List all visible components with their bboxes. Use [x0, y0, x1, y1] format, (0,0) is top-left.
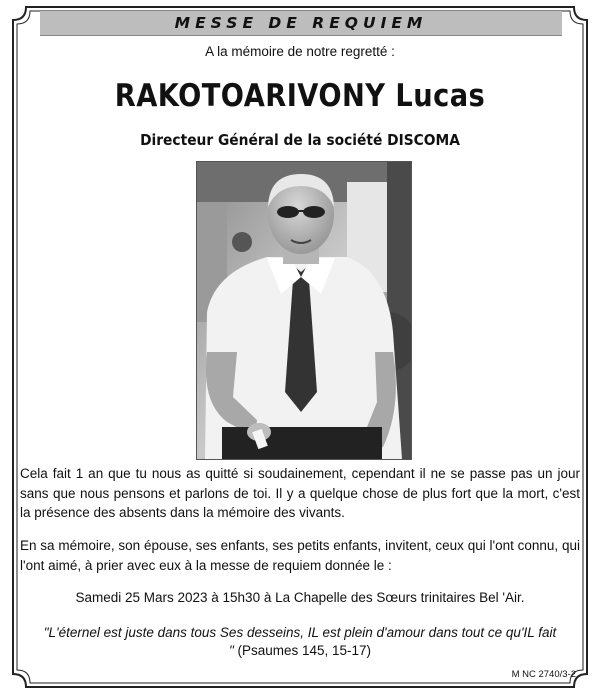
deceased-title: Directeur Général de la société DISCOMA [140, 131, 460, 149]
banner-title: MESSE DE REQUIEM [40, 10, 562, 36]
portrait-photo [196, 161, 412, 460]
intro-text: A la mémoire de notre regretté : [205, 44, 395, 59]
quote-reference: (Psaumes 145, 15-17) [233, 643, 372, 658]
scripture-quote [40, 624, 560, 660]
invitation-paragraph: En sa mémoire, son épouse, ses enfants, ses petits enfants, invitent, ceux qui l'ont connu, qui l'ont aimé, à prier avec eux à la messe de requiem donnée le : [20, 538, 580, 573]
tribute-paragraph: Cela fait 1 an que tu nous as quitté si soudainement, cependant il ne se passe pas un jour sans que nous pensons et parlons de toi. Il y a quelque chose de plus fort que la mort, c'est la présence des absents dans la mémoire des vivants. [20, 466, 580, 520]
mass-date-line: Samedi 25 Mars 2023 à 15h30 à La Chapelle des Sœurs trinitaires Bel 'Air. [75, 590, 525, 605]
quote-text: "L'éternel est juste dans tous Ses desseins, IL est plein d'amour dans tout ce qu'IL fait " [43, 625, 557, 658]
deceased-name: RAKOTOARIVONY Lucas [114, 78, 486, 114]
ad-reference: M NC 2740/3-2 [511, 669, 576, 680]
